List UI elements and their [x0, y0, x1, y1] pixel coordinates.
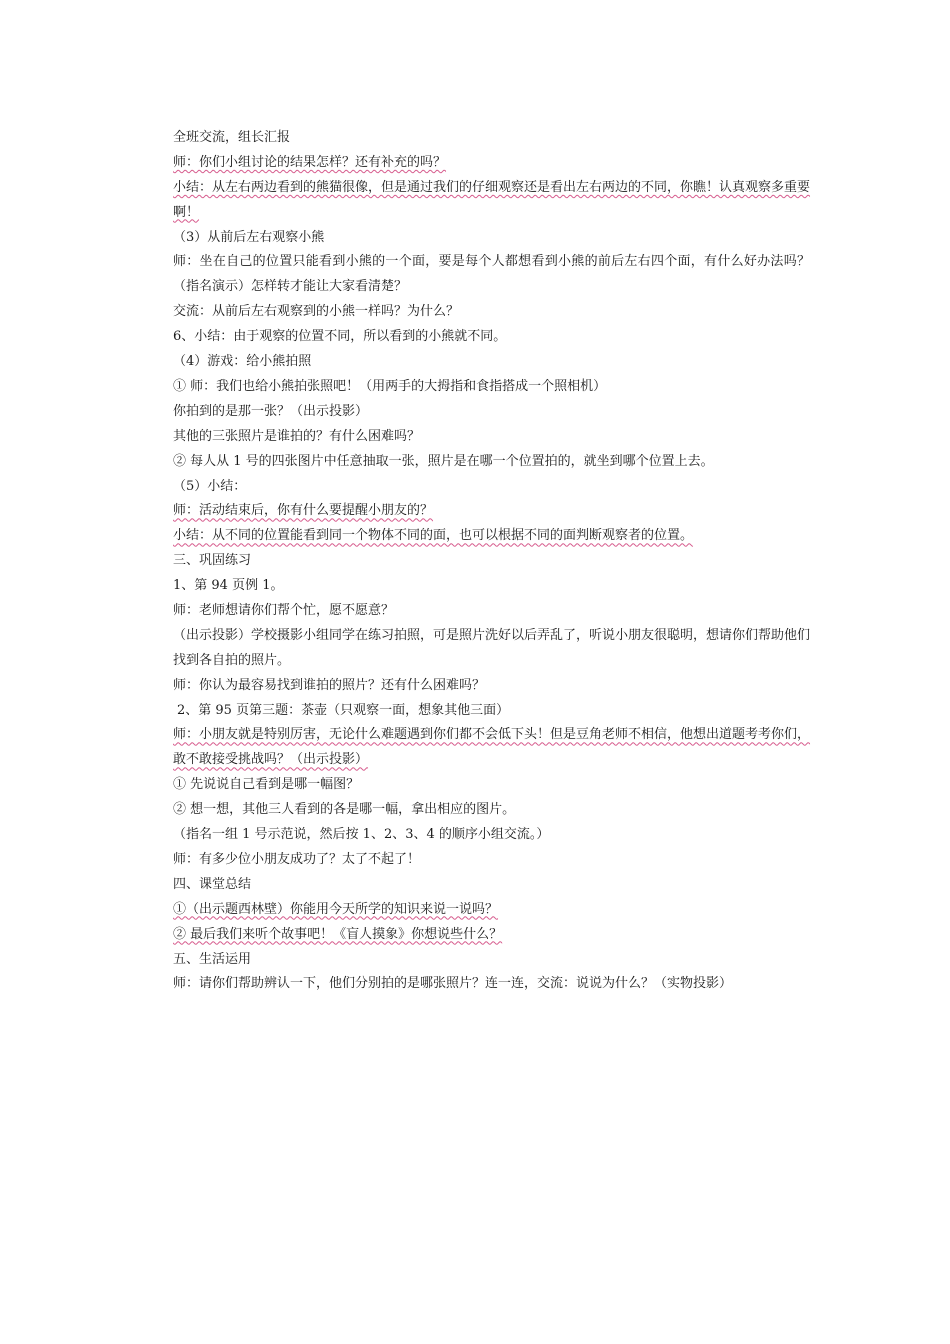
text-paragraph: [145, 723, 810, 773]
text-span: ①（出示题西林壁）你能用今天所学的知识来说一说吗？: [173, 901, 499, 917]
text-line: 师：你认为最容易找到谁拍的照片？还有什么困难吗？: [173, 677, 486, 693]
text-line: 其他的三张照片是谁拍的？有什么困难吗？: [173, 428, 421, 444]
text-span: 师：活动结束后，你有什么要提醒小朋友的？: [173, 503, 434, 519]
text-line: 2、第 95 页第三题：茶壶（只观察一面，想象其他三面）: [177, 702, 510, 718]
text-line: ① 先说说自己看到是哪一幅图？: [173, 777, 360, 793]
text-paragraph: [145, 176, 810, 226]
text-line: （5）小结：: [173, 478, 247, 494]
text-line: 师：有多少位小朋友成功了？太了不起了！: [173, 851, 421, 867]
text-line: 全班交流，组长汇报: [173, 130, 291, 145]
text-span: 师：你们小组讨论的结果怎样？还有补充的吗？: [173, 154, 447, 170]
text-span: ② 最后我们来听个故事吧！《盲人摸象》你想说些什么？: [173, 926, 503, 942]
text-line: （4）游戏：给小熊拍照: [173, 354, 312, 370]
text-line: （指名一组 1 号示范说，然后按 1、2、3、4 的顺序小组交流。）: [173, 827, 550, 843]
document-body: [145, 126, 810, 997]
text-line: 师：老师想请你们帮个忙，愿不愿意？: [173, 602, 395, 618]
text-span: 小结：从不同的位置能看到同一个物体不同的面，也可以根据不同的面判断观察者的位置。: [173, 528, 694, 544]
text-span: 师：小朋友就是特别厉害，无论什么难题遇到你们都不会低下头！但是豆角老师不相信，他想出道题考考你们，敢不敢接受挑战吗？（出示投影）: [173, 727, 811, 768]
text-line: ② 想一想，其他三人看到的各是哪一幅，拿出相应的图片。: [173, 802, 516, 818]
text-line: [145, 524, 810, 549]
text-paragraph: （出示投影）学校摄影小组同学在练习拍照，可是照片洗好以后弄乱了，听说小朋友很聪明，想请你们帮助他们找到各自拍的照片。: [173, 627, 811, 668]
text-span: 小结：从左右两边看到的熊猫很像，但是通过我们的仔细观察还是看出左右两边的不同，你瞧！认真观察多重要啊！: [173, 179, 811, 220]
text-line: [145, 898, 810, 923]
text-line: （3）从前后左右观察小熊: [173, 229, 325, 245]
text-line: 师：请你们帮助辨认一下，他们分别拍的是哪张照片？连一连，交流：说说为什么？（实物投影）: [173, 976, 733, 992]
text-line: [145, 923, 810, 948]
text-line: ② 每人从 1 号的四张图片中任意抽取一张，照片是在哪一个位置拍的，就坐到哪个位置上去。: [173, 453, 714, 469]
text-line: 你拍到的是那一张？（出示投影）: [173, 403, 369, 419]
section-heading: 三、巩固练习: [173, 553, 252, 569]
section-heading: 四、课堂总结: [173, 876, 252, 892]
text-line: [145, 151, 810, 176]
text-line: 交流：从前后左右观察到的小熊一样吗？为什么？: [173, 304, 460, 320]
section-heading: 五、生活运用: [173, 951, 252, 967]
text-line: [145, 499, 810, 524]
text-line: ① 师：我们也给小熊拍张照吧！（用两手的大拇指和食指搭成一个照相机）: [173, 378, 607, 394]
text-paragraph: 师：坐在自己的位置只能看到小熊的一个面，要是每个人都想看到小熊的前后左右四个面，有什么好办法吗？（指名演示）怎样转才能让大家看清楚？: [173, 254, 810, 295]
text-line: 1、第 94 页例 1。: [173, 578, 284, 594]
text-line: 6、小结：由于观察的位置不同，所以看到的小熊就不同。: [173, 329, 507, 345]
